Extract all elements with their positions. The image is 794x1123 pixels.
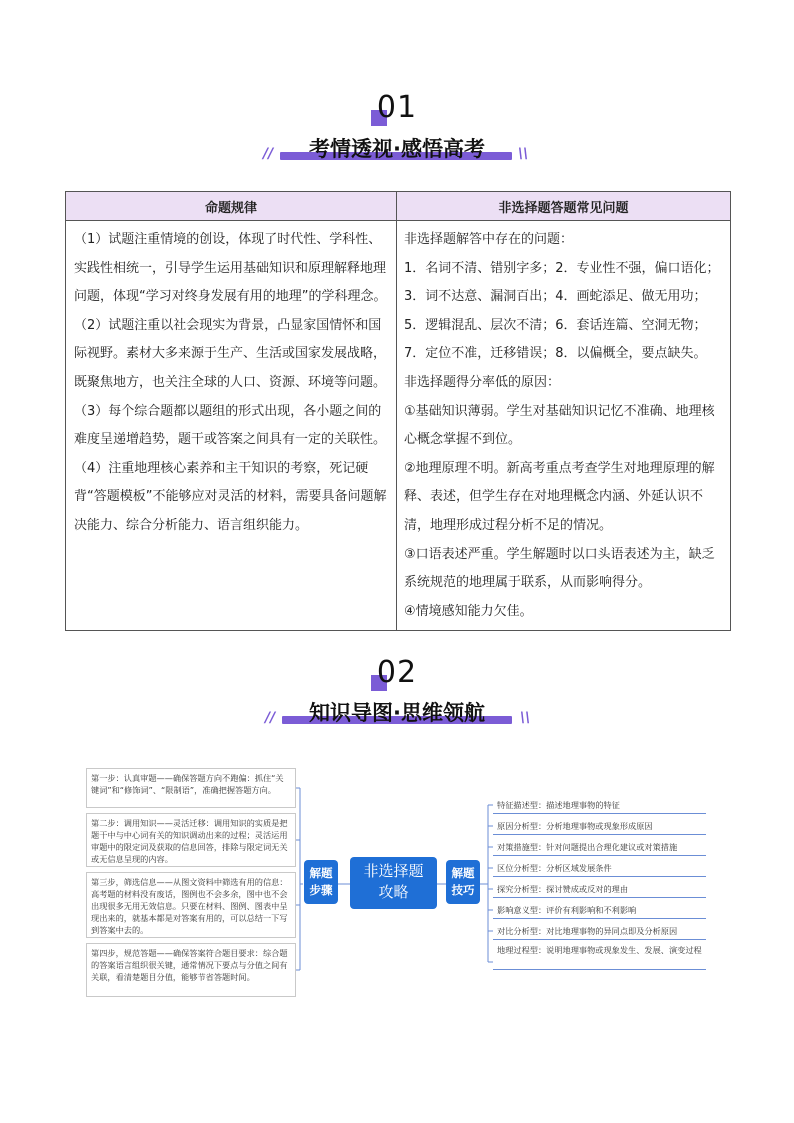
skill-text: 影响意义型：评价有利影响和不利影响 bbox=[497, 905, 637, 915]
table-header: 命题规律 bbox=[66, 192, 397, 221]
paragraph: （1）试题注重情境的创设，体现了时代性、学科性、实践性相统一，引导学生运用基础知识和原理解释地理问题，体现“学习对终身发展有用的地理”的学科理念。 bbox=[74, 232, 387, 305]
skill-item bbox=[493, 943, 706, 970]
step-box-4 bbox=[86, 943, 296, 997]
step-text: 第一步：认真审题——确保答题方向不跑偏：抓住“关键词”和“修饰词”、“限制语”，准确把握答题方向。 bbox=[91, 773, 284, 795]
solving-skills-node bbox=[446, 860, 480, 904]
table-row bbox=[66, 221, 731, 631]
paragraph: 5．逻辑混乱、层次不清；6．套话连篇、空洞无物； bbox=[404, 317, 707, 333]
skill-text: 对策措施型：针对问题提出合理化建议或对策措施 bbox=[497, 842, 678, 852]
section-number-text: 01 bbox=[376, 90, 418, 125]
step-box-1 bbox=[86, 768, 296, 808]
paragraph: （3）每个综合题都以题组的形式出现，各小题之间的难度呈递增趋势，题干或答案之间具有一定的关联性。 bbox=[74, 403, 387, 448]
skill-text: 对比分析型：对比地理事物的异同点即及分析原因 bbox=[497, 926, 678, 936]
paragraph: ①基础知识薄弱。学生对基础知识记忆不准确、地理核心概念掌握不到位。 bbox=[404, 403, 715, 448]
solving-skills-label: 解题技巧 bbox=[451, 866, 475, 897]
section-title-text: 知识导图·思维领航 bbox=[309, 701, 485, 725]
section-number-02 bbox=[0, 655, 794, 695]
step-text: 第四步，规范答题——确保答案符合题目要求：综合题的答案语言组织很关键，通常情况下要点与分值之间有关联，看清楚题目分值，能够节省答题时间。 bbox=[91, 948, 288, 982]
paragraph: （4）注重地理核心素养和主干知识的考察，死记硬背“答题模板”不能够应对灵活的材料，需要具备问题解决能力、综合分析能力、语言组织能力。 bbox=[74, 460, 387, 533]
skill-text: 地理过程型：说明地理事物或现象发生、发展、演变过程 bbox=[497, 945, 702, 955]
paragraph: ②地理原理不明。新高考重点考查学生对地理原理的解释、表述，但学生存在对地理概念内涵、外延认识不清，地理形成过程分析不足的情况。 bbox=[404, 460, 715, 533]
exam-analysis-table bbox=[65, 191, 731, 631]
skill-text: 区位分析型：分析区域发展条件 bbox=[497, 863, 612, 873]
paragraph: 非选择题解答中存在的问题： bbox=[404, 232, 574, 247]
skill-item bbox=[493, 902, 706, 919]
skill-item bbox=[493, 797, 706, 814]
skill-item bbox=[493, 881, 706, 898]
skill-item bbox=[493, 839, 706, 856]
section-title-01 bbox=[0, 133, 794, 163]
slash-decor-right: \\ bbox=[520, 710, 531, 726]
paragraph: 非选择题得分率低的原因： bbox=[404, 374, 561, 390]
paragraph: ③口语表述严重。学生解题时以口头语表述为主，缺乏系统规范的地理属于联系，从而影响得分。 bbox=[404, 546, 715, 591]
skill-text: 探究分析型：探讨赞成或反对的理由 bbox=[497, 884, 629, 894]
paragraph: （2）试题注重以社会现实为背景，凸显家国情怀和国际视野。素材大多来源于生产、生活或国家发展战略，既聚焦地方，也关注全球的人口、资源、环境等问题。 bbox=[74, 317, 387, 390]
table-header-row bbox=[66, 192, 731, 221]
paragraph: 7．定位不准，迁移错误；8．以偏概全，要点缺失。 bbox=[404, 346, 707, 362]
skill-item bbox=[493, 860, 706, 877]
section-number-text: 02 bbox=[376, 655, 418, 690]
skill-text: 原因分析型：分析地理事物或现象形成原因 bbox=[497, 821, 653, 831]
paragraph: ④情境感知能力欠佳。 bbox=[404, 603, 533, 619]
step-text: 第三步，筛选信息——从图文资料中筛选有用的信息：高考题的材料没有废话，图例也不会多余，图中也不会出现很多无用无效信息。只要在材料、图例、图表中呈现出来的，就基本都是对答案有用的，可以总结一下写到答案中去的。 bbox=[91, 877, 288, 935]
center-node-label: 非选择题攻略 bbox=[363, 862, 424, 901]
skill-item bbox=[493, 923, 706, 940]
table-header: 非选择题答题常见问题 bbox=[397, 192, 731, 221]
solving-steps-node bbox=[304, 860, 338, 904]
center-node bbox=[350, 857, 437, 909]
slash-decor-left: // bbox=[265, 710, 276, 726]
table-cell-right bbox=[397, 221, 731, 631]
paragraph: 1．名词不清、错别字多；2．专业性不强，偏口语化； bbox=[404, 260, 720, 276]
slash-decor-right: \\ bbox=[518, 146, 529, 162]
step-box-3 bbox=[86, 872, 296, 938]
paragraph: 3．词不达意、漏洞百出；4．画蛇添足、做无用功； bbox=[404, 289, 707, 305]
section-number-01 bbox=[0, 90, 794, 130]
table-cell-left bbox=[66, 221, 397, 631]
solving-steps-label: 解题步骤 bbox=[309, 866, 333, 897]
section-title-text: 考情透视·感悟高考 bbox=[309, 137, 485, 161]
slash-decor-left: // bbox=[263, 146, 274, 162]
section-title-02 bbox=[0, 697, 794, 727]
skill-item bbox=[493, 818, 706, 835]
step-text: 第二步：调用知识——灵活迁移：调用知识的实质是把题干中与中心词有关的知识调动出来的过程；灵活运用审题中的限定词及获取的信息回答，排除与限定词无关或无信息呈现的内容。 bbox=[91, 818, 288, 864]
skill-text: 特征描述型：描述地理事物的特征 bbox=[497, 800, 620, 810]
step-box-2 bbox=[86, 813, 296, 867]
